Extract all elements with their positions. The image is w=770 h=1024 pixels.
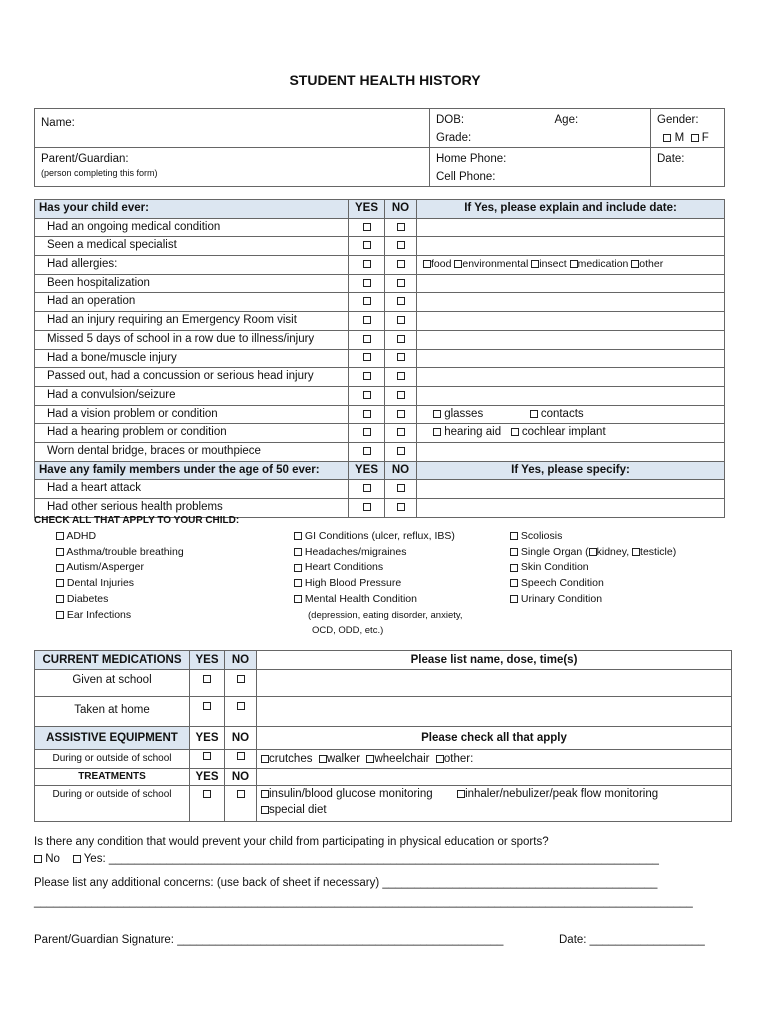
home-phone-label: Home Phone: [436,153,507,165]
condition-checkbox[interactable] [294,579,302,587]
testicle-checkbox[interactable] [632,548,640,556]
yes-checkbox[interactable] [363,241,371,249]
list-header: Please list name, dose, time(s) [257,651,732,670]
no-header: NO [225,727,257,750]
condition-checkbox[interactable] [294,548,302,556]
history-row [35,237,725,256]
condition-label: Urinary Condition [520,592,603,605]
no-header: NO [385,461,417,480]
explain-field[interactable] [417,330,725,349]
yes-checkbox[interactable] [203,752,211,760]
walker-checkbox[interactable] [319,755,327,763]
conditions-column-3 [510,529,676,608]
no-checkbox[interactable] [397,316,405,324]
explain-field[interactable] [417,368,725,387]
condition-item [510,529,676,545]
name-label: Name: [41,117,75,129]
concerns-line[interactable]: _______________________________________________________________________________________________________ [34,896,693,908]
condition-item [510,592,676,608]
other-checkbox[interactable] [436,755,444,763]
inhaler-checkbox[interactable] [457,790,465,798]
condition-checkbox[interactable] [510,564,518,572]
history-row [35,368,725,387]
school-meds-field[interactable] [257,670,732,697]
explain-field[interactable] [417,237,725,256]
conditions-column-1 [56,529,184,623]
gender-cell [651,109,725,148]
condition-item [56,576,184,592]
student-info-table [34,108,725,187]
pe-no-label: No [45,853,60,865]
condition-checkbox[interactable] [510,595,518,603]
condition-label: Dental Injuries [66,577,135,590]
history-row [35,386,725,405]
yes-checkbox[interactable] [363,260,371,268]
wheelchair-label: wheelchair [374,753,430,765]
cell-phone-label: Cell Phone: [436,171,496,183]
dob-cell[interactable] [430,109,651,148]
kidney-checkbox[interactable] [589,548,597,556]
parent-note: (person completing this form) [41,168,158,178]
condition-label: Skin Condition [520,561,589,574]
history-item-label: Been hospitalization [35,274,349,293]
condition-item [510,545,676,561]
specify-field[interactable] [417,480,725,499]
conditions-column-2 [294,529,463,639]
cochlear-implant-label: cochlear implant [521,426,606,439]
date-field[interactable] [651,148,725,187]
other-label: other [639,258,664,271]
family-header: Have any family members under the age of 50 ever: [35,461,349,480]
family-item-label: Had a heart attack [35,480,349,499]
history-row [35,330,725,349]
explain-field[interactable] [417,312,725,331]
mental-health-note-2: OCD, ODD, etc.) [312,625,384,637]
no-checkbox[interactable] [397,391,405,399]
history-item-label: Had allergies: [35,256,349,275]
condition-label: Diabetes [66,592,109,605]
condition-label: Headaches/migraines [304,545,407,558]
no-checkbox[interactable] [237,790,245,798]
yes-checkbox[interactable] [203,790,211,798]
condition-checkbox[interactable] [510,532,518,540]
history-row [35,218,725,237]
no-checkbox[interactable] [397,223,405,231]
equipment-header: ASSISTIVE EQUIPMENT [35,727,190,750]
special-diet-checkbox[interactable] [261,806,269,814]
inhaler-label: inhaler/nebulizer/peak flow monitoring [465,788,659,800]
condition-item [56,560,184,576]
male-label: M [674,132,685,144]
no-checkbox[interactable] [237,752,245,760]
no-checkbox[interactable] [397,428,405,436]
crutches-label: crutches [269,753,313,765]
history-row [35,274,725,293]
no-checkbox[interactable] [397,260,405,268]
condition-checkbox[interactable] [294,532,302,540]
condition-checkbox[interactable] [294,564,302,572]
history-item-label: Passed out, had a concussion or serious head injury [35,368,349,387]
history-item-label: Missed 5 days of school in a row due to illness/injury [35,330,349,349]
pe-question: Is there any condition that would prevent your child from participating in physical education or sports? [34,836,549,848]
yes-checkbox[interactable] [363,372,371,380]
condition-label: Ear Infections [66,608,132,621]
no-checkbox[interactable] [237,675,245,683]
medications-table [34,650,732,822]
hearing-options [417,424,725,443]
condition-item [294,560,463,576]
condition-item [294,592,463,608]
kidney-label: kidney, [596,545,630,558]
home-meds-field[interactable] [257,697,732,727]
condition-label: Heart Conditions [304,561,384,574]
condition-item [294,545,463,561]
check-all-title: CHECK ALL THAT APPLY TO YOUR CHILD: [34,515,240,526]
history-header: Has your child ever: [35,200,349,219]
yes-checkbox[interactable] [363,223,371,231]
condition-item [56,608,184,624]
yes-checkbox[interactable] [363,428,371,436]
parent-label: Parent/Guardian: [41,153,129,165]
history-row [35,405,725,424]
insulin-checkbox[interactable] [261,790,269,798]
condition-label: Autism/Asperger [66,561,144,574]
condition-checkbox[interactable] [510,548,518,556]
condition-label: Scoliosis [520,530,563,542]
female-label: F [701,132,709,144]
medication-label: medication [577,258,629,271]
condition-item [294,576,463,592]
allergy-options [417,256,725,275]
history-item-label: Had an injury requiring an Emergency Room visit [35,312,349,331]
condition-checkbox[interactable] [510,579,518,587]
crutches-checkbox[interactable] [261,755,269,763]
condition-label: Mental Health Condition [304,592,417,605]
yes-header: YES [349,200,385,219]
contacts-checkbox[interactable] [530,410,538,418]
hearing-aid-checkbox[interactable] [433,428,441,436]
grade-label: Grade: [436,132,472,144]
yes-checkbox[interactable] [363,447,371,455]
walker-label: walker [326,753,361,765]
glasses-label: glasses [444,407,484,420]
no-checkbox[interactable] [397,335,405,343]
explain-field[interactable] [417,293,725,312]
no-checkbox[interactable] [397,484,405,492]
glasses-checkbox[interactable] [433,410,441,418]
condition-label: Single Organ ( [520,545,589,558]
concerns-field[interactable]: Please list any additional concerns: (use back of sheet if necessary) ___________________________________________ [34,877,658,889]
phone-cell[interactable] [430,148,651,187]
yes-checkbox[interactable] [363,410,371,418]
name-field[interactable] [35,109,430,148]
history-row [35,424,725,443]
food-label: food [431,258,452,271]
no-checkbox[interactable] [397,410,405,418]
other-label: other: [443,753,474,765]
history-item-label: Had a convulsion/seizure [35,386,349,405]
condition-item [510,560,676,576]
no-checkbox[interactable] [397,297,405,305]
condition-checkbox[interactable] [56,579,64,587]
vision-options [417,405,725,424]
condition-label: Speech Condition [520,577,604,590]
history-item-label: Had a hearing problem or condition [35,424,349,443]
explain-field[interactable] [417,218,725,237]
explain-header: If Yes, please explain and include date: [417,200,725,219]
yes-checkbox[interactable] [363,316,371,324]
condition-item [56,592,184,608]
special-diet-label: special diet [269,804,327,816]
condition-label: ADHD [66,530,97,542]
no-checkbox[interactable] [397,241,405,249]
dob-label: DOB: [436,114,465,126]
yes-checkbox[interactable] [363,353,371,361]
yes-header: YES [349,461,385,480]
explain-field[interactable] [417,349,725,368]
explain-field[interactable] [417,386,725,405]
hearing-aid-label: hearing aid [444,426,502,439]
environmental-label: environmental [462,258,529,271]
mental-health-note: (depression, eating disorder, anxiety, [308,609,463,621]
condition-checkbox[interactable] [56,595,64,603]
yes-header: YES [190,727,225,750]
yes-checkbox[interactable] [363,484,371,492]
signature-date-field[interactable]: Date: __________________ [559,934,705,946]
no-checkbox[interactable] [397,353,405,361]
family-item-label: Had other serious health problems [35,499,349,518]
specify-field[interactable] [417,499,725,518]
age-label: Age: [554,114,579,126]
condition-checkbox[interactable] [56,611,64,619]
yes-checkbox[interactable] [363,335,371,343]
no-checkbox[interactable] [397,503,405,511]
yes-header: YES [190,651,225,670]
contacts-label: contacts [540,407,584,420]
signature-field[interactable]: Parent/Guardian Signature: ___________________________________________________ [34,934,504,946]
yes-checkbox[interactable] [363,391,371,399]
yes-header: YES [190,769,225,786]
no-header: NO [225,651,257,670]
condition-item [56,529,184,545]
no-checkbox[interactable] [237,702,245,710]
history-item-label: Had an ongoing medical condition [35,218,349,237]
explain-field[interactable] [417,442,725,461]
check-all-header: Please check all that apply [257,727,732,750]
yes-checkbox[interactable] [203,702,211,710]
condition-label: Asthma/trouble breathing [66,545,184,558]
history-row [35,442,725,461]
medication-checkbox[interactable] [570,260,578,268]
history-item-label: Had a vision problem or condition [35,405,349,424]
condition-checkbox[interactable] [56,564,64,572]
pe-yes-checkbox[interactable] [73,855,81,863]
medications-header: CURRENT MEDICATIONS [35,651,190,670]
condition-item [56,545,184,561]
pe-no-checkbox[interactable] [34,855,42,863]
explain-field[interactable] [417,274,725,293]
yes-checkbox[interactable] [203,675,211,683]
family-specify-header: If Yes, please specify: [417,461,725,480]
date-label: Date: [657,153,685,165]
taken-at-home-label: Taken at home [35,697,190,727]
history-item-label: Seen a medical specialist [35,237,349,256]
treatment-spacer [257,769,732,786]
insect-label: insect [539,258,567,271]
condition-item [510,576,676,592]
parent-field[interactable] [35,148,430,187]
history-item-label: Worn dental bridge, braces or mouthpiece [35,442,349,461]
no-checkbox[interactable] [397,372,405,380]
family-row [35,480,725,499]
no-checkbox[interactable] [397,279,405,287]
history-item-label: Had an operation [35,293,349,312]
condition-checkbox[interactable] [56,532,64,540]
cochlear-implant-checkbox[interactable] [511,428,519,436]
history-item-label: Had a bone/muscle injury [35,349,349,368]
page-title: STUDENT HEALTH HISTORY [289,72,481,88]
equipment-options [257,750,732,769]
condition-item [294,529,463,545]
history-row [35,293,725,312]
food-checkbox[interactable] [423,260,431,268]
treatments-during-label: During or outside of school [35,786,190,822]
condition-checkbox[interactable] [56,548,64,556]
condition-checkbox[interactable] [294,595,302,603]
yes-checkbox[interactable] [363,503,371,511]
treatments-header: TREATMENTS [35,769,190,786]
history-row [35,256,725,275]
female-checkbox[interactable] [691,134,699,142]
history-row [35,349,725,368]
no-header: NO [225,769,257,786]
gender-label: Gender: [657,114,699,126]
pe-answer-row [34,853,659,865]
yes-checkbox[interactable] [363,279,371,287]
condition-label: GI Conditions (ulcer, reflux, IBS) [304,530,455,542]
insulin-label: insulin/blood glucose monitoring [269,788,433,800]
equipment-during-label: During or outside of school [35,750,190,769]
testicle-label: testicle) [640,545,677,558]
no-checkbox[interactable] [397,447,405,455]
treatment-options [257,786,732,822]
condition-label: High Blood Pressure [304,577,402,590]
pe-yes-field[interactable]: Yes: ______________________________________________________________________________________ [83,853,659,865]
yes-checkbox[interactable] [363,297,371,305]
given-at-school-label: Given at school [35,670,190,697]
male-checkbox[interactable] [663,134,671,142]
history-table [34,199,725,518]
no-header: NO [385,200,417,219]
history-row [35,312,725,331]
